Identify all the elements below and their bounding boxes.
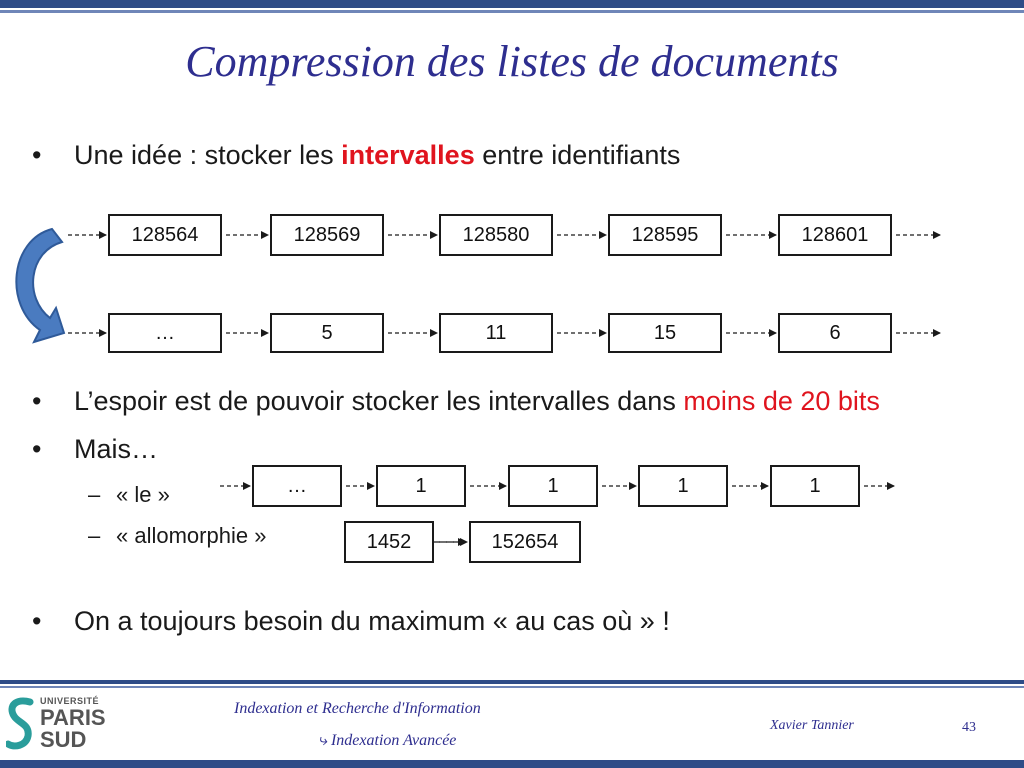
list-node-value: 1 <box>415 475 427 497</box>
list-node-value: … <box>287 475 307 497</box>
list-node-value: 128595 <box>631 224 699 246</box>
bullet-1-highlight: intervalles <box>341 140 475 170</box>
arrow-icon: ⤷ <box>318 732 327 749</box>
list-node-value: 128601 <box>801 224 869 246</box>
curved-arrow-icon <box>16 229 64 342</box>
list-node-value: 6 <box>829 322 841 344</box>
bullet-1-pre: Une idée : stocker les <box>74 140 342 170</box>
list-node-value: 15 <box>653 322 677 344</box>
bullet-dot: • <box>32 434 42 464</box>
list-node <box>778 313 892 353</box>
list-node-value: 1 <box>677 475 689 497</box>
list-node-value: 128564 <box>131 224 199 246</box>
dash-icon: – <box>88 482 101 507</box>
logo-line-3: SUD <box>40 727 87 752</box>
list-node <box>469 521 581 563</box>
subbullet-allomorphie <box>88 523 267 549</box>
list-node-value: … <box>155 322 175 344</box>
list-node-value: 1 <box>809 475 821 497</box>
list-node <box>344 521 434 563</box>
bullet-2-highlight: moins de 20 bits <box>683 386 880 416</box>
university-logo <box>6 694 116 754</box>
footer-section <box>318 732 456 750</box>
bullet-3 <box>32 434 159 465</box>
footer-bar-thin <box>0 686 1024 688</box>
list-node <box>439 214 553 256</box>
logo-line-2: PARIS <box>40 705 106 730</box>
list-node <box>376 465 466 507</box>
subbullet-le <box>88 482 170 508</box>
page-number: 43 <box>962 720 976 735</box>
bullet-2 <box>32 386 880 417</box>
list-node <box>252 465 342 507</box>
footer-course: Indexation et Recherche d'Information <box>234 700 481 717</box>
list-node <box>778 214 892 256</box>
list-node-value: 11 <box>485 322 507 344</box>
list-node <box>108 214 222 256</box>
bullet-4 <box>32 606 670 637</box>
list-node <box>508 465 598 507</box>
bullet-3-text: Mais… <box>74 434 159 464</box>
list-node <box>439 313 553 353</box>
list-node <box>608 214 722 256</box>
footer-section-text: Indexation Avancée <box>330 732 457 749</box>
bullet-2-pre: L’espoir est de pouvoir stocker les intervalles dans <box>74 386 684 416</box>
logo-line-1: UNIVERSITÉ <box>40 696 100 706</box>
list-node-value: 128580 <box>462 224 530 246</box>
list-node-value: 1 <box>547 475 559 497</box>
list-node <box>270 214 384 256</box>
subbullet-allomorphie-text: « allomorphie » <box>116 523 267 548</box>
list-node-value: 5 <box>321 322 333 344</box>
bullet-4-text: On a toujours besoin du maximum « au cas où » ! <box>74 606 670 636</box>
list-node-value: 1452 <box>366 531 412 553</box>
list-node <box>108 313 222 353</box>
list-node <box>270 313 384 353</box>
bullet-1-post: entre identifiants <box>474 140 681 170</box>
footer-bar <box>0 680 1024 684</box>
subbullet-le-text: « le » <box>116 482 170 507</box>
list-node-value: 128569 <box>293 224 361 246</box>
slide-title: Compression des listes de documents <box>185 37 839 86</box>
dash-icon: – <box>88 523 101 548</box>
bullet-dot: • <box>32 386 42 416</box>
bullet-dot: • <box>32 140 42 170</box>
bottom-bar <box>0 760 1024 768</box>
list-node <box>770 465 860 507</box>
bullet-dot: • <box>32 606 42 636</box>
list-node <box>638 465 728 507</box>
footer-author: Xavier Tannier <box>770 718 854 733</box>
list-node <box>608 313 722 353</box>
logo-s-icon <box>6 696 36 752</box>
list-node-value: 152654 <box>491 531 559 553</box>
